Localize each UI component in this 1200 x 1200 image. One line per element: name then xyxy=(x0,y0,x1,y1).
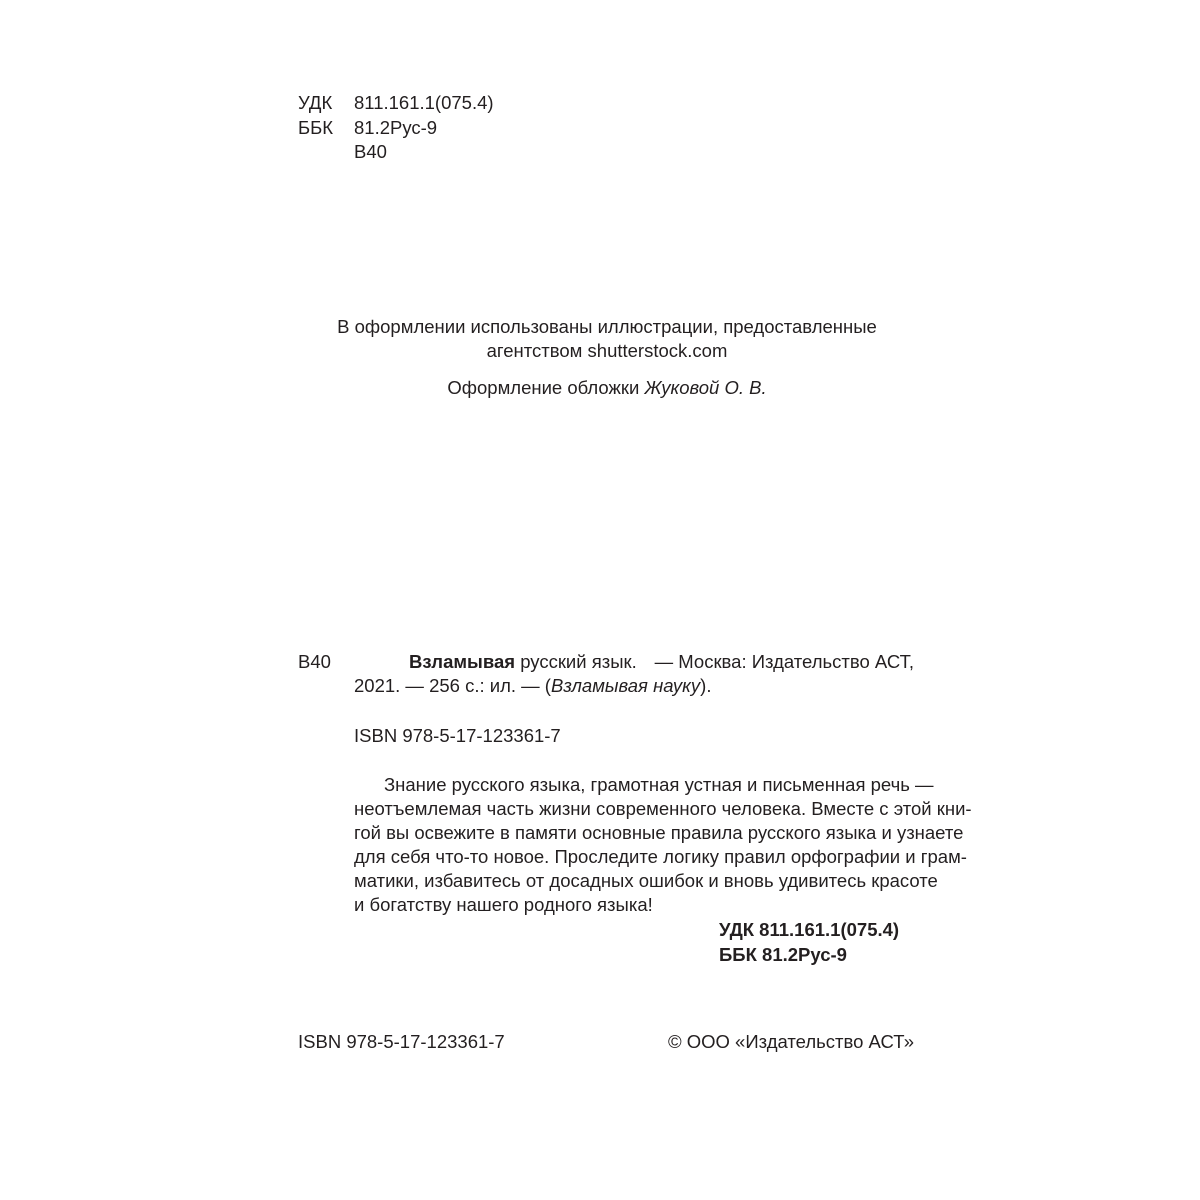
biblio-line-2 xyxy=(354,674,914,698)
annotation-line: матики, избавитесь от досадных ошибок и вновь удивитесь красоте xyxy=(354,870,938,891)
annotation-line: гой вы освежите в памяти основные правила русского языка и узнаете xyxy=(354,822,964,843)
classification-block xyxy=(298,91,494,165)
publisher-info: — Москва: Издательство АСТ, xyxy=(654,651,914,672)
biblio-code: В40 xyxy=(298,651,331,672)
annotation-line: неотъемлемая часть жизни современного человека. Вместе с этой кни- xyxy=(354,798,972,819)
series-close: ). xyxy=(700,675,712,696)
annotation-line: и богатству нашего родного языка! xyxy=(354,894,653,915)
book-title-bold: Взламывая xyxy=(409,651,516,672)
bibliographic-entry xyxy=(354,650,914,698)
cover-designer-name: Жуковой О. В. xyxy=(644,377,767,398)
author-sign-row xyxy=(298,140,494,165)
illustrations-credit-line2: агентством shutterstock.com xyxy=(486,340,728,361)
footer-isbn: ISBN 978-5-17-123361-7 xyxy=(298,1031,505,1052)
bold-classification xyxy=(719,917,899,967)
author-sign: В40 xyxy=(354,141,387,162)
illustrations-credit-line1: В оформлении использованы иллюстрации, предоставленные xyxy=(337,316,877,337)
credits-block xyxy=(0,315,1200,400)
bbk-value: 81.2Рус-9 xyxy=(354,116,438,138)
bold-udk: УДК 811.161.1(075.4) xyxy=(719,919,900,940)
bold-bbk: ББК 81.2Рус-9 xyxy=(719,944,847,965)
bbk-label: ББК xyxy=(298,116,334,138)
book-title-rest: русский язык. xyxy=(520,651,637,672)
udk-row xyxy=(298,91,494,116)
copyright: © ООО «Издательство АСТ» xyxy=(667,1031,914,1052)
series-name: Взламывая науку xyxy=(550,675,701,696)
biblio-line-1 xyxy=(354,650,914,674)
cover-credit xyxy=(0,376,1200,400)
udk-value: 811.161.1(075.4) xyxy=(354,92,494,113)
annotation-line: Знание русского языка, грамотная устная и письменная речь — xyxy=(384,774,934,795)
udk-label: УДК xyxy=(298,92,333,113)
isbn: ISBN 978-5-17-123361-7 xyxy=(354,725,561,746)
year-pages: 2021. — 256 с.: ил. — ( xyxy=(354,675,551,696)
bbk-row xyxy=(298,116,494,141)
cover-credit-label: Оформление обложки xyxy=(447,377,640,398)
annotation-paragraph xyxy=(354,773,972,917)
annotation-line: для себя что-то новое. Проследите логику правил орфографии и грам- xyxy=(354,846,967,867)
